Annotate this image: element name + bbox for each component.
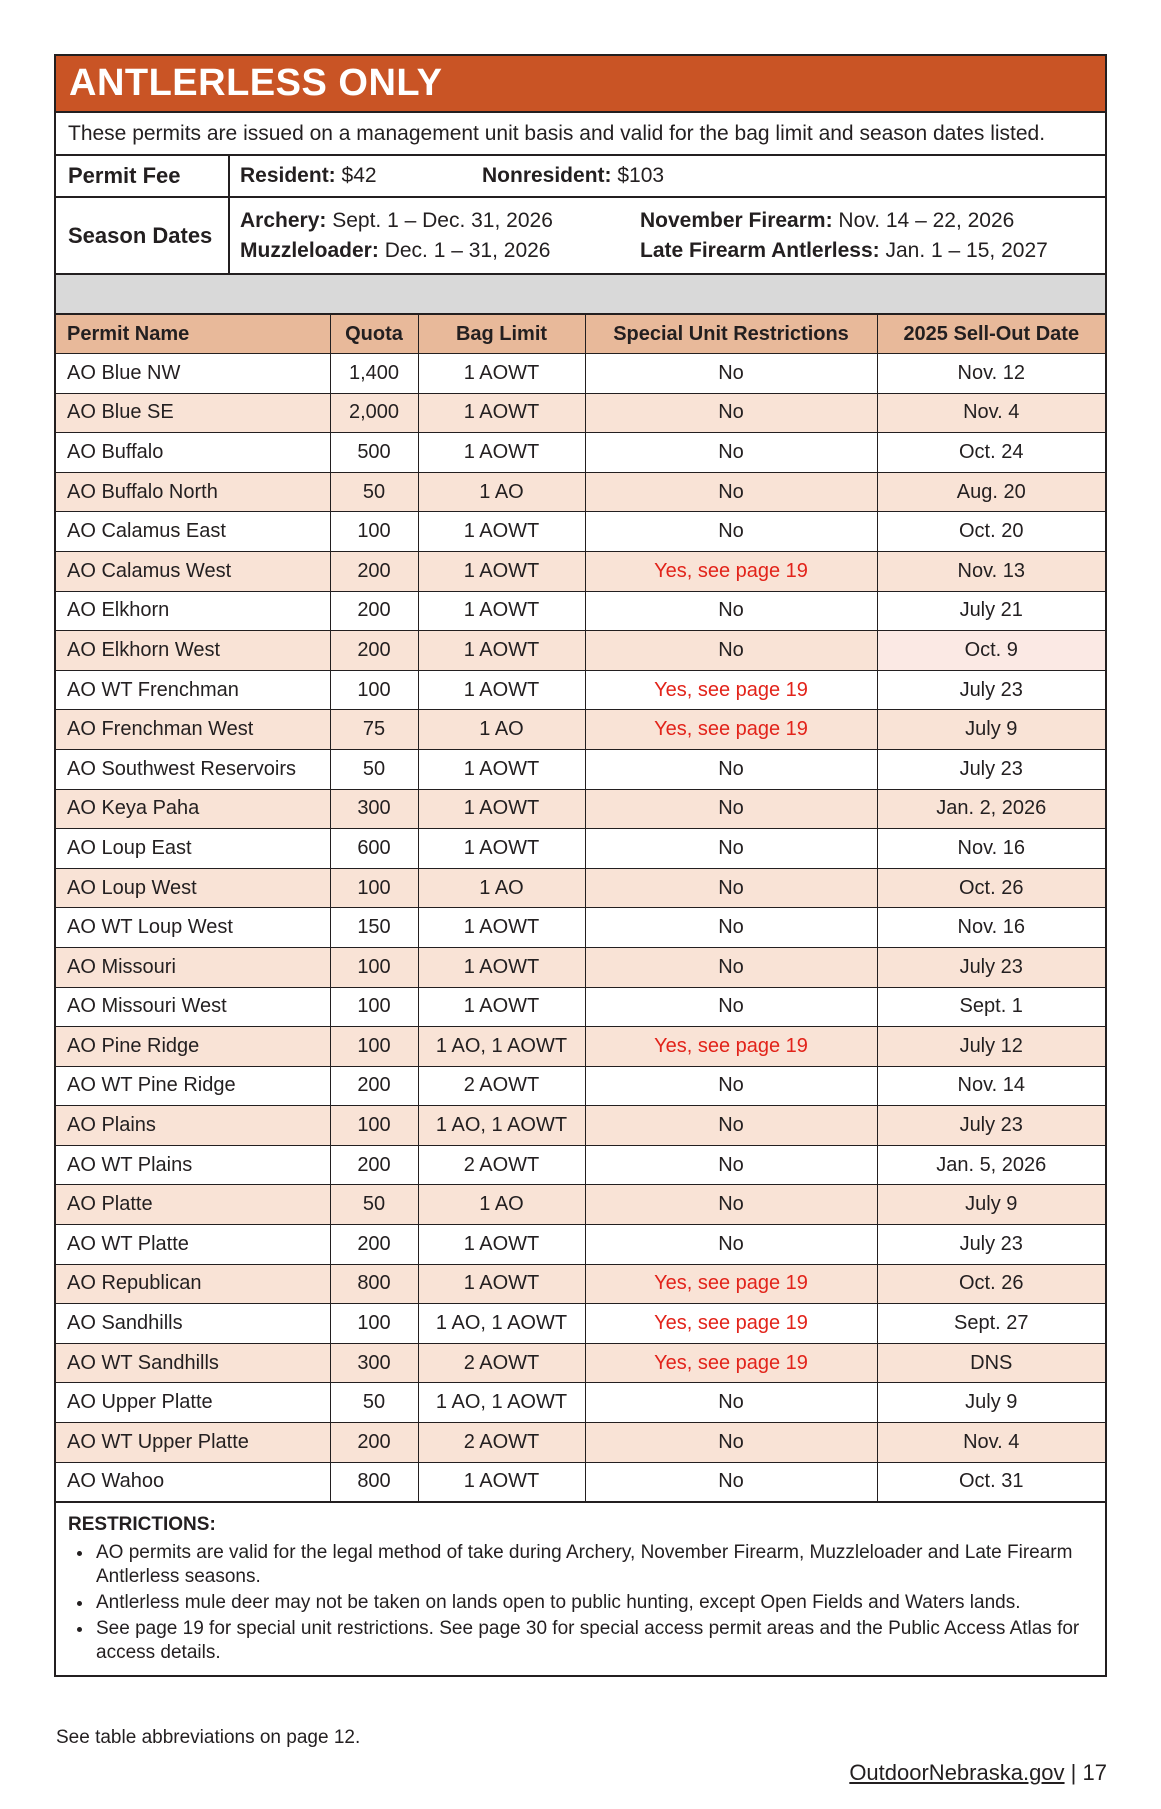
quota-cell: 75 [330,710,418,750]
muzzleloader-value: Dec. 1 – 31, 2026 [384,238,551,262]
table-row [56,987,1105,1027]
bag-limit-cell: 1 AO [418,710,585,750]
permit-name-cell: AO Platte [56,1185,330,1225]
special-restrictions-cell: Yes, see page 19 [585,1264,877,1304]
bag-limit-cell: 1 AOWT [418,631,585,671]
special-restrictions-cell: No [585,354,877,394]
header-sell-out-date: 2025 Sell-Out Date [877,315,1105,354]
permit-name-cell: AO Buffalo [56,433,330,473]
permit-name-cell: AO Missouri [56,947,330,987]
sell-out-date-cell: Nov. 4 [877,393,1105,433]
bag-limit-cell: 1 AOWT [418,551,585,591]
quota-cell: 200 [330,631,418,671]
permit-name-cell: AO Loup West [56,868,330,908]
resident-label: Resident: [240,164,336,187]
header-special-restrictions: Special Unit Restrictions [585,315,877,354]
quota-cell: 1,400 [330,354,418,394]
table-row [56,749,1105,789]
bag-limit-cell: 1 AOWT [418,908,585,948]
special-restrictions-cell: No [585,1383,877,1423]
resident-value: $42 [341,164,377,187]
permit-name-cell: AO WT Pine Ridge [56,1066,330,1106]
sell-out-date-cell: Nov. 12 [877,354,1105,394]
footer-separator: | [1070,1760,1077,1785]
quota-cell: 100 [330,1027,418,1067]
archery-dates [240,209,640,233]
sell-out-date-cell: July 9 [877,1383,1105,1423]
quota-cell: 100 [330,947,418,987]
quota-cell: 800 [330,1462,418,1501]
special-restrictions-cell: No [585,631,877,671]
table-row [56,631,1105,671]
sell-out-date-cell: Aug. 20 [877,472,1105,512]
table-row [56,512,1105,552]
november-firearm-dates [640,209,1014,233]
permit-name-cell: AO Pine Ridge [56,1027,330,1067]
table-row [56,1145,1105,1185]
special-restrictions-cell: Yes, see page 19 [585,1304,877,1344]
november-firearm-label: November Firearm: [640,208,833,232]
website-link[interactable]: OutdoorNebraska.gov [849,1760,1065,1785]
permit-fee-label: Permit Fee [56,156,230,196]
sell-out-date-cell: Sept. 1 [877,987,1105,1027]
page-footer [849,1760,1107,1786]
late-firearm-label: Late Firearm Antlerless: [640,238,880,262]
quota-cell: 300 [330,1343,418,1383]
nonresident-label: Nonresident: [482,164,612,187]
permit-name-cell: AO Frenchman West [56,710,330,750]
table-row [56,1185,1105,1225]
permit-name-cell: AO Missouri West [56,987,330,1027]
bag-limit-cell: 1 AOWT [418,354,585,394]
bag-limit-cell: 1 AOWT [418,433,585,473]
bag-limit-cell: 1 AO [418,868,585,908]
muzzleloader-label: Muzzleloader: [240,238,379,262]
special-restrictions-cell: Yes, see page 19 [585,710,877,750]
special-restrictions-cell: No [585,1066,877,1106]
quota-cell: 200 [330,1423,418,1463]
special-restrictions-cell: No [585,829,877,869]
sell-out-date-cell: Jan. 5, 2026 [877,1145,1105,1185]
bag-limit-cell: 2 AOWT [418,1145,585,1185]
sell-out-date-cell: DNS [877,1343,1105,1383]
bag-limit-cell: 1 AOWT [418,1462,585,1501]
bag-limit-cell: 1 AOWT [418,749,585,789]
november-firearm-value: Nov. 14 – 22, 2026 [838,208,1015,232]
nonresident-fee [482,164,664,188]
sell-out-date-cell: Nov. 14 [877,1066,1105,1106]
spacer-band [56,275,1105,315]
permit-name-cell: AO Loup East [56,829,330,869]
antlerless-only-panel [54,54,1107,1677]
bag-limit-cell: 1 AOWT [418,591,585,631]
sell-out-date-cell: Sept. 27 [877,1304,1105,1344]
table-row [56,433,1105,473]
permit-name-cell: AO Upper Platte [56,1383,330,1423]
permit-name-cell: AO Blue SE [56,393,330,433]
sell-out-date-cell: Nov. 16 [877,908,1105,948]
quota-cell: 500 [330,433,418,473]
bag-limit-cell: 1 AOWT [418,512,585,552]
header-bag-limit: Bag Limit [418,315,585,354]
permit-name-cell: AO Calamus West [56,551,330,591]
bag-limit-cell: 1 AOWT [418,789,585,829]
special-restrictions-cell: No [585,1185,877,1225]
special-restrictions-cell: Yes, see page 19 [585,551,877,591]
restriction-item: • AO permits are valid for the legal method of take during Archery, November Firearm, Muzzleloader and Late Firearm Antlerless seasons. [94,1541,1093,1589]
bag-limit-cell: 2 AOWT [418,1066,585,1106]
table-row [56,1462,1105,1501]
bag-limit-cell: 1 AOWT [418,987,585,1027]
permit-name-cell: AO WT Upper Platte [56,1423,330,1463]
table-row [56,472,1105,512]
intro-text: These permits are issued on a management unit basis and valid for the bag limit and season dates listed. [56,113,1105,156]
quota-cell: 100 [330,512,418,552]
table-row [56,393,1105,433]
quota-cell: 200 [330,1145,418,1185]
special-restrictions-cell: No [585,987,877,1027]
restrictions-title: RESTRICTIONS: [68,1514,216,1536]
table-row [56,1225,1105,1265]
sell-out-date-cell: July 23 [877,670,1105,710]
season-dates-row [56,198,1105,275]
permit-name-cell: AO Sandhills [56,1304,330,1344]
permit-fee-row [56,156,1105,198]
restriction-item: • See page 19 for special unit restrictions. See page 30 for special access permit areas and the Public Access Atlas for access details. [94,1617,1093,1665]
restrictions-list [68,1541,1093,1665]
quota-cell: 150 [330,908,418,948]
sell-out-date-cell: Nov. 4 [877,1423,1105,1463]
bag-limit-cell: 1 AO [418,472,585,512]
quota-cell: 200 [330,591,418,631]
special-restrictions-cell: Yes, see page 19 [585,670,877,710]
table-row [56,1264,1105,1304]
permit-name-cell: AO Buffalo North [56,472,330,512]
permit-name-cell: AO Republican [56,1264,330,1304]
sell-out-date-cell: Nov. 16 [877,829,1105,869]
sell-out-date-cell: July 23 [877,1106,1105,1146]
table-row [56,551,1105,591]
permit-name-cell: AO Wahoo [56,1462,330,1501]
special-restrictions-cell: No [585,472,877,512]
bag-limit-cell: 1 AOWT [418,947,585,987]
quota-cell: 50 [330,472,418,512]
sell-out-date-cell: July 9 [877,710,1105,750]
special-restrictions-cell: No [585,1106,877,1146]
permit-name-cell: AO WT Platte [56,1225,330,1265]
table-row [56,947,1105,987]
bag-limit-cell: 2 AOWT [418,1423,585,1463]
special-restrictions-cell: Yes, see page 19 [585,1027,877,1067]
bag-limit-cell: 1 AO, 1 AOWT [418,1383,585,1423]
quota-cell: 600 [330,829,418,869]
restrictions-section [56,1501,1105,1675]
table-row [56,1423,1105,1463]
quota-cell: 200 [330,551,418,591]
quota-cell: 50 [330,1185,418,1225]
sell-out-date-cell: July 23 [877,947,1105,987]
table-row [56,868,1105,908]
special-restrictions-cell: No [585,393,877,433]
sell-out-date-cell: July 12 [877,1027,1105,1067]
sell-out-date-cell: July 23 [877,1225,1105,1265]
bag-limit-cell: 1 AOWT [418,670,585,710]
special-restrictions-cell: No [585,749,877,789]
bag-limit-cell: 1 AOWT [418,829,585,869]
restriction-item: • Antlerless mule deer may not be taken on lands open to public hunting, except Open Fields and Waters lands. [94,1591,1093,1615]
quota-cell: 50 [330,1383,418,1423]
bag-limit-cell: 1 AOWT [418,1225,585,1265]
page-number: 17 [1082,1760,1107,1785]
sell-out-date-cell: July 21 [877,591,1105,631]
sell-out-date-cell: Oct. 26 [877,868,1105,908]
special-restrictions-cell: No [585,1145,877,1185]
quota-cell: 100 [330,1106,418,1146]
special-restrictions-cell: No [585,947,877,987]
table-row [56,591,1105,631]
abbreviations-footnote: See table abbreviations on page 12. [56,1727,361,1748]
sell-out-date-cell: July 23 [877,749,1105,789]
permit-name-cell: AO WT Frenchman [56,670,330,710]
table-row [56,670,1105,710]
sell-out-date-cell: Oct. 9 [877,631,1105,671]
archery-value: Sept. 1 – Dec. 31, 2026 [332,208,553,232]
special-restrictions-cell: Yes, see page 19 [585,1343,877,1383]
quota-cell: 200 [330,1066,418,1106]
permit-name-cell: AO WT Loup West [56,908,330,948]
resident-fee [240,164,482,188]
table-header-row [56,315,1105,354]
permit-table [56,315,1105,1501]
permit-name-cell: AO WT Sandhills [56,1343,330,1383]
table-row [56,1066,1105,1106]
sell-out-date-cell: Oct. 26 [877,1264,1105,1304]
quota-cell: 300 [330,789,418,829]
quota-cell: 100 [330,670,418,710]
section-title: ANTLERLESS ONLY [56,56,1105,113]
permit-name-cell: AO Keya Paha [56,789,330,829]
special-restrictions-cell: No [585,1225,877,1265]
special-restrictions-cell: No [585,868,877,908]
header-permit-name: Permit Name [56,315,330,354]
bag-limit-cell: 1 AO, 1 AOWT [418,1027,585,1067]
permit-name-cell: AO Elkhorn West [56,631,330,671]
permit-name-cell: AO Southwest Reservoirs [56,749,330,789]
bag-limit-cell: 1 AOWT [418,1264,585,1304]
table-row [56,1383,1105,1423]
season-dates-label: Season Dates [56,198,230,273]
quota-cell: 200 [330,1225,418,1265]
bag-limit-cell: 1 AO, 1 AOWT [418,1304,585,1344]
permit-name-cell: AO Calamus East [56,512,330,552]
quota-cell: 100 [330,868,418,908]
permit-name-cell: AO Blue NW [56,354,330,394]
sell-out-date-cell: July 9 [877,1185,1105,1225]
table-row [56,789,1105,829]
nonresident-value: $103 [617,164,665,187]
table-row [56,1343,1105,1383]
table-row [56,710,1105,750]
special-restrictions-cell: No [585,789,877,829]
table-row [56,1027,1105,1067]
sell-out-date-cell: Nov. 13 [877,551,1105,591]
sell-out-date-cell: Jan. 2, 2026 [877,789,1105,829]
bag-limit-cell: 1 AO [418,1185,585,1225]
late-firearm-dates [640,239,1048,263]
muzzleloader-dates [240,239,640,263]
quota-cell: 50 [330,749,418,789]
quota-cell: 100 [330,1304,418,1344]
late-firearm-value: Jan. 1 – 15, 2027 [885,238,1048,262]
special-restrictions-cell: No [585,591,877,631]
permit-name-cell: AO Elkhorn [56,591,330,631]
table-row [56,354,1105,394]
special-restrictions-cell: No [585,512,877,552]
table-row [56,1304,1105,1344]
archery-label: Archery: [240,208,327,232]
header-quota: Quota [330,315,418,354]
sell-out-date-cell: Oct. 20 [877,512,1105,552]
table-row [56,829,1105,869]
special-restrictions-cell: No [585,1423,877,1463]
permit-name-cell: AO WT Plains [56,1145,330,1185]
quota-cell: 2,000 [330,393,418,433]
special-restrictions-cell: No [585,908,877,948]
quota-cell: 100 [330,987,418,1027]
bag-limit-cell: 2 AOWT [418,1343,585,1383]
quota-cell: 800 [330,1264,418,1304]
sell-out-date-cell: Oct. 31 [877,1462,1105,1501]
permit-name-cell: AO Plains [56,1106,330,1146]
special-restrictions-cell: No [585,433,877,473]
bag-limit-cell: 1 AO, 1 AOWT [418,1106,585,1146]
sell-out-date-cell: Oct. 24 [877,433,1105,473]
bag-limit-cell: 1 AOWT [418,393,585,433]
table-row [56,1106,1105,1146]
table-row [56,908,1105,948]
special-restrictions-cell: No [585,1462,877,1501]
